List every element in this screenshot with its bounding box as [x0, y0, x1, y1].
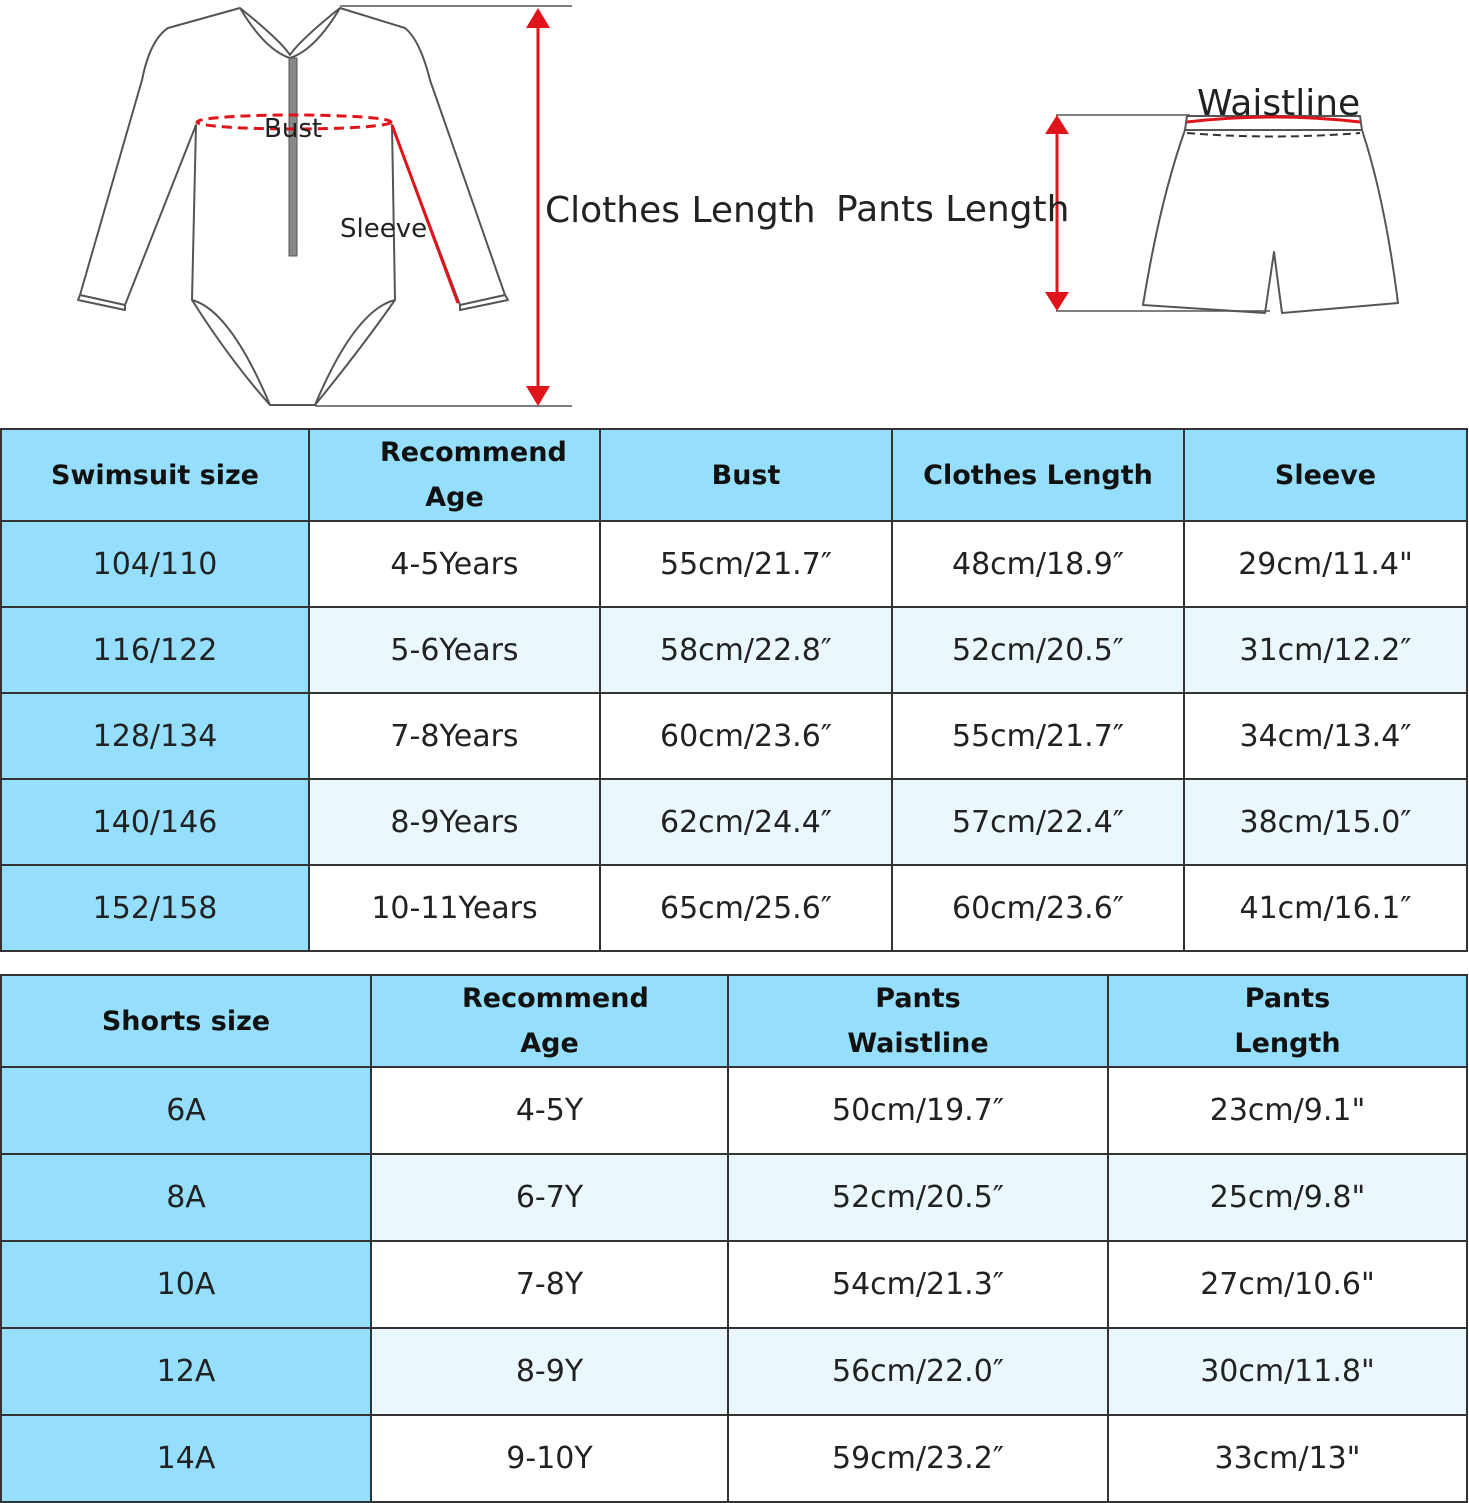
header-recommend-age: Recommend Age — [371, 975, 728, 1067]
shorts-header-row — [1, 975, 1467, 1067]
clothes-length-cell: 55cm/21.7″ — [892, 693, 1184, 779]
table-row — [1, 521, 1467, 607]
bust-cell: 55cm/21.7″ — [600, 521, 892, 607]
pants-length-cell: 23cm/9.1" — [1108, 1067, 1467, 1154]
sleeve-cell: 29cm/11.4" — [1184, 521, 1467, 607]
header-pants-length: Pants Length — [1108, 975, 1467, 1067]
header-swimsuit-size: Swimsuit size — [1, 429, 309, 521]
swimsuit-header-row — [1, 429, 1467, 521]
bust-cell: 58cm/22.8″ — [600, 607, 892, 693]
table-row — [1, 607, 1467, 693]
header-clothes-length: Clothes Length — [892, 429, 1184, 521]
sleeve-cell: 41cm/16.1″ — [1184, 865, 1467, 951]
size-cell: 14A — [1, 1415, 371, 1502]
age-cell: 5-6Years — [309, 607, 600, 693]
size-cell: 116/122 — [1, 607, 309, 693]
pants-length-label: Pants Length — [836, 189, 1070, 230]
sleeve-cell: 38cm/15.0″ — [1184, 779, 1467, 865]
size-diagram — [0, 0, 1469, 420]
sleeve-cell: 34cm/13.4″ — [1184, 693, 1467, 779]
bodysuit-drawing — [78, 8, 508, 405]
clothes-length-cell: 57cm/22.4″ — [892, 779, 1184, 865]
pants-length-cell: 30cm/11.8" — [1108, 1328, 1467, 1415]
size-cell: 8A — [1, 1154, 371, 1241]
size-cell: 152/158 — [1, 865, 309, 951]
size-cell: 12A — [1, 1328, 371, 1415]
pants-length-cell: 33cm/13" — [1108, 1415, 1467, 1502]
table-row — [1, 1241, 1467, 1328]
size-cell: 104/110 — [1, 521, 309, 607]
waistline-cell: 52cm/20.5″ — [728, 1154, 1108, 1241]
swimsuit-size-table — [0, 428, 1468, 952]
sleeve-label: Sleeve — [340, 214, 428, 244]
age-cell: 6-7Y — [371, 1154, 728, 1241]
header-shorts-size: Shorts size — [1, 975, 371, 1067]
size-cell: 140/146 — [1, 779, 309, 865]
bust-label: Bust — [264, 114, 323, 144]
age-cell: 4-5Y — [371, 1067, 728, 1154]
waistline-label: Waistline — [1197, 83, 1361, 124]
pants-length-cell: 25cm/9.8" — [1108, 1154, 1467, 1241]
age-cell: 8-9Y — [371, 1328, 728, 1415]
shorts-size-table — [0, 974, 1468, 1503]
table-row — [1, 779, 1467, 865]
table-row — [1, 1067, 1467, 1154]
size-cell: 128/134 — [1, 693, 309, 779]
bust-cell: 62cm/24.4″ — [600, 779, 892, 865]
waistline-cell: 59cm/23.2″ — [728, 1415, 1108, 1502]
waistline-cell: 54cm/21.3″ — [728, 1241, 1108, 1328]
header-bust: Bust — [600, 429, 892, 521]
header-sleeve: Sleeve — [1184, 429, 1467, 521]
age-cell: 8-9Years — [309, 779, 600, 865]
sleeve-cell: 31cm/12.2″ — [1184, 607, 1467, 693]
clothes-length-label: Clothes Length — [545, 190, 816, 231]
age-cell: 7-8Y — [371, 1241, 728, 1328]
table-row — [1, 865, 1467, 951]
size-cell: 10A — [1, 1241, 371, 1328]
header-pants-waistline: Pants Waistline — [728, 975, 1108, 1067]
table-row — [1, 1415, 1467, 1502]
pants-length-cell: 27cm/10.6" — [1108, 1241, 1467, 1328]
bust-cell: 60cm/23.6″ — [600, 693, 892, 779]
waistline-cell: 50cm/19.7″ — [728, 1067, 1108, 1154]
header-recommend-age: Recommend Age — [309, 429, 600, 521]
waistline-cell: 56cm/22.0″ — [728, 1328, 1108, 1415]
age-cell: 4-5Years — [309, 521, 600, 607]
table-row — [1, 1328, 1467, 1415]
table-row — [1, 1154, 1467, 1241]
bust-cell: 65cm/25.6″ — [600, 865, 892, 951]
age-cell: 9-10Y — [371, 1415, 728, 1502]
clothes-length-cell: 60cm/23.6″ — [892, 865, 1184, 951]
size-cell: 6A — [1, 1067, 371, 1154]
age-cell: 7-8Years — [309, 693, 600, 779]
age-cell: 10-11Years — [309, 865, 600, 951]
shorts-drawing — [1143, 116, 1398, 313]
table-row — [1, 693, 1467, 779]
clothes-length-cell: 48cm/18.9″ — [892, 521, 1184, 607]
clothes-length-cell: 52cm/20.5″ — [892, 607, 1184, 693]
